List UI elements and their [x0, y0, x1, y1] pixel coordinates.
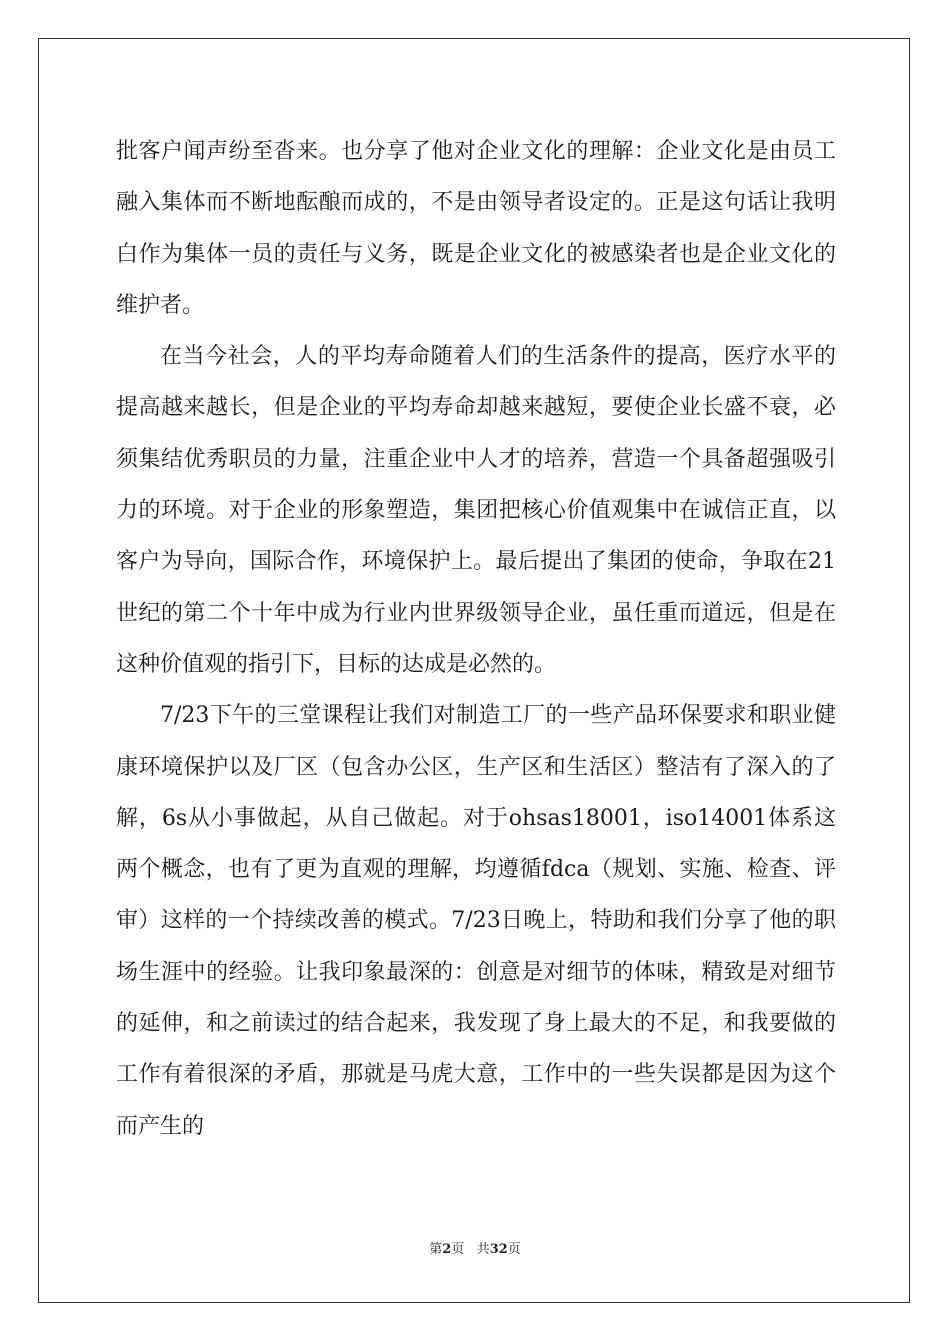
- paragraph-3: 7/23下午的三堂课程让我们对制造工厂的一些产品环保要求和职业健康环境保护以及厂区（包含办公区，生产区和生活区）整洁有了深入的了解，6s从小事做起，从自己做起。对于ohsas18001，iso14001体系这两个概念，也有了更为直观的理解，均遵循fdca（规划、实施、检查、评审）这样的一个持续改善的模式。7/23日晚上，特助和我们分享了他的职场生涯中的经验。让我印象最深的：创意是对细节的体味，精致是对细节的延伸，和之前读过的结合起来，我发现了身上最大的不足，和我要做的工作有着很深的矛盾，那就是马虎大意，工作中的一些失误都是因为这个而产生的: [116, 703, 836, 1139]
- paragraph-2: 在当今社会，人的平均寿命随着人们的生活条件的提高，医疗水平的提高越来越长，但是企业的平均寿命却越来越短，要使企业长盛不衰，必须集结优秀职员的力量，注重企业中人才的培养，营造一个具备超强吸引力的环境。对于企业的形象塑造，集团把核心价值观集中在诚信正直，以客户为导向，国际合作，环境保护上。最后提出了集团的使命，争取在21世纪的第二个十年中成为行业内世界级领导企业，虽任重而道远，但是在这种价值观的指引下，目标的达成是必然的。: [116, 344, 836, 677]
- page-footer: [0, 1238, 950, 1257]
- footer-page-suffix: 页: [451, 1242, 465, 1257]
- footer-prefix: 第: [429, 1242, 443, 1257]
- total-page-count: 32: [489, 1242, 508, 1257]
- footer-total-suffix: 页: [507, 1242, 521, 1257]
- footer-total-prefix: 共: [476, 1242, 490, 1257]
- paragraph-1: 批客户闻声纷至沓来。也分享了他对企业文化的理解：企业文化是由员工融入集体而不断地酝酿而成的，不是由领导者设定的。正是这句话让我明白作为集体一员的责任与义务，既是企业文化的被感染者也是企业文化的维护者。: [116, 139, 836, 318]
- current-page-number: 2: [442, 1242, 452, 1257]
- document-body: [116, 126, 836, 1152]
